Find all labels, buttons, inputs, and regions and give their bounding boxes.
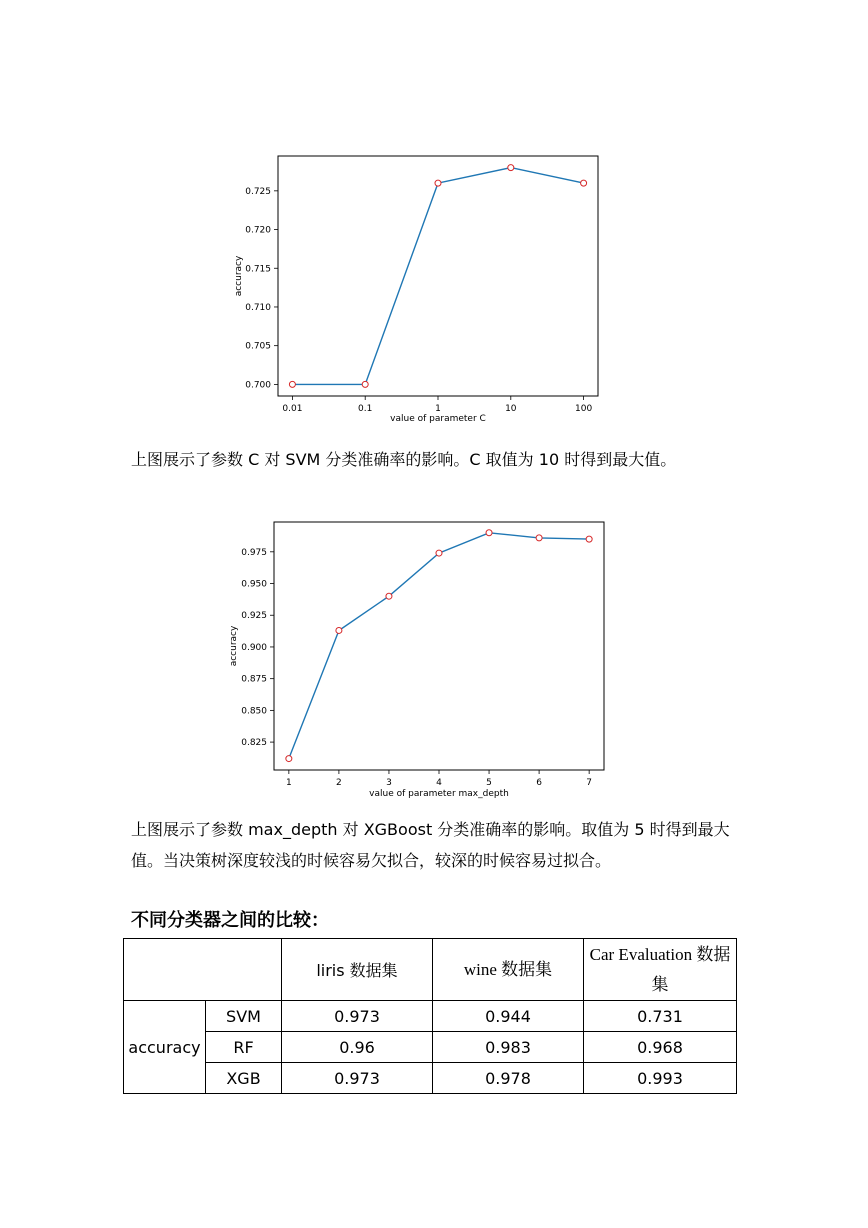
table-row bbox=[124, 1001, 737, 1032]
data-point bbox=[362, 381, 368, 387]
column-header-wine: wine 数据集 bbox=[433, 939, 584, 1001]
table-cell: 0.96 bbox=[282, 1032, 433, 1063]
y-tick-label: 0.925 bbox=[241, 611, 267, 622]
y-tick-label: 0.715 bbox=[245, 264, 271, 275]
x-axis-label: value of parameter C bbox=[390, 414, 486, 424]
column-header-car-evaluation: Car Evaluation 数据集 bbox=[584, 939, 737, 1001]
x-axis bbox=[282, 396, 592, 414]
plot-area-frame bbox=[278, 156, 598, 396]
x-tick-label: 4 bbox=[436, 778, 442, 788]
paragraph-xgb-max-depth: 上图展示了参数 max_depth 对 XGBoost 分类准确率的影响。取值为 5 时得到最大值。当决策树深度较浅的时候容易欠拟合，较深的时候容易过拟合。 bbox=[131, 820, 730, 870]
data-point bbox=[435, 180, 441, 186]
y-axis-label: accuracy bbox=[229, 625, 239, 667]
table-header-row bbox=[124, 939, 737, 1001]
y-tick-label: 0.850 bbox=[241, 706, 267, 717]
metric-cell: accuracy bbox=[124, 1001, 206, 1094]
data-point bbox=[336, 627, 342, 633]
plot-area-frame bbox=[274, 522, 604, 770]
data-point bbox=[486, 530, 492, 536]
paragraph-svm-c: 上图展示了参数 C 对 SVM 分类准确率的影响。C 取值为 10 时得到最大值。 bbox=[131, 450, 677, 469]
chart-svm-c bbox=[228, 122, 640, 430]
data-point bbox=[286, 756, 292, 762]
y-tick-label: 0.900 bbox=[241, 642, 267, 653]
y-tick-label: 0.950 bbox=[241, 579, 267, 590]
data-point bbox=[436, 550, 442, 556]
table-row bbox=[124, 1063, 737, 1094]
y-tick-label: 0.705 bbox=[245, 341, 271, 352]
row-header-svm: SVM bbox=[206, 1001, 282, 1032]
x-tick-label: 100 bbox=[575, 404, 593, 414]
column-header-iris: liris 数据集 bbox=[282, 939, 433, 1001]
x-tick-label: 2 bbox=[336, 778, 342, 788]
y-axis bbox=[241, 548, 274, 748]
x-tick-label: 5 bbox=[486, 778, 492, 788]
table-cell: 0.978 bbox=[433, 1063, 584, 1094]
data-point bbox=[386, 593, 392, 599]
table-cell: 0.993 bbox=[584, 1063, 737, 1094]
data-point bbox=[508, 165, 514, 171]
table-cell: 0.944 bbox=[433, 1001, 584, 1032]
x-tick-label: 0.01 bbox=[282, 404, 303, 414]
section-heading: 不同分类器之间的比较： bbox=[131, 910, 329, 931]
data-point bbox=[581, 180, 587, 186]
x-tick-label: 7 bbox=[586, 778, 593, 788]
table-cell: 0.983 bbox=[433, 1032, 584, 1063]
table-cell: 0.973 bbox=[282, 1001, 433, 1032]
x-tick-label: 1 bbox=[285, 778, 292, 788]
row-header-rf: RF bbox=[206, 1032, 282, 1063]
y-axis bbox=[245, 187, 278, 391]
table-cell: 0.973 bbox=[282, 1063, 433, 1094]
table-corner-cell bbox=[124, 939, 282, 1001]
y-tick-label: 0.875 bbox=[241, 674, 267, 685]
table-cell: 0.968 bbox=[584, 1032, 737, 1063]
chart-xgb-max-depth bbox=[220, 490, 648, 800]
y-tick-label: 0.710 bbox=[245, 302, 271, 313]
x-axis bbox=[286, 770, 592, 788]
x-tick-label: 3 bbox=[386, 778, 392, 788]
y-tick-label: 0.720 bbox=[245, 225, 271, 236]
data-point bbox=[586, 536, 592, 542]
x-tick-label: 1 bbox=[435, 404, 441, 414]
y-axis-label: accuracy bbox=[234, 255, 244, 297]
data-point bbox=[289, 381, 295, 387]
x-tick-label: 6 bbox=[536, 778, 542, 788]
y-tick-label: 0.725 bbox=[245, 186, 271, 197]
row-header-xgb: XGB bbox=[206, 1063, 282, 1094]
y-tick-label: 0.975 bbox=[241, 547, 267, 558]
y-tick-label: 0.825 bbox=[241, 738, 267, 749]
y-tick-label: 0.700 bbox=[245, 380, 271, 391]
table-cell: 0.731 bbox=[584, 1001, 737, 1032]
data-point bbox=[536, 535, 542, 541]
table-row bbox=[124, 1032, 737, 1063]
x-tick-label: 10 bbox=[505, 404, 517, 414]
x-tick-label: 0.1 bbox=[358, 404, 373, 414]
comparison-table bbox=[123, 938, 737, 1094]
x-axis-label: value of parameter max_depth bbox=[369, 789, 509, 799]
